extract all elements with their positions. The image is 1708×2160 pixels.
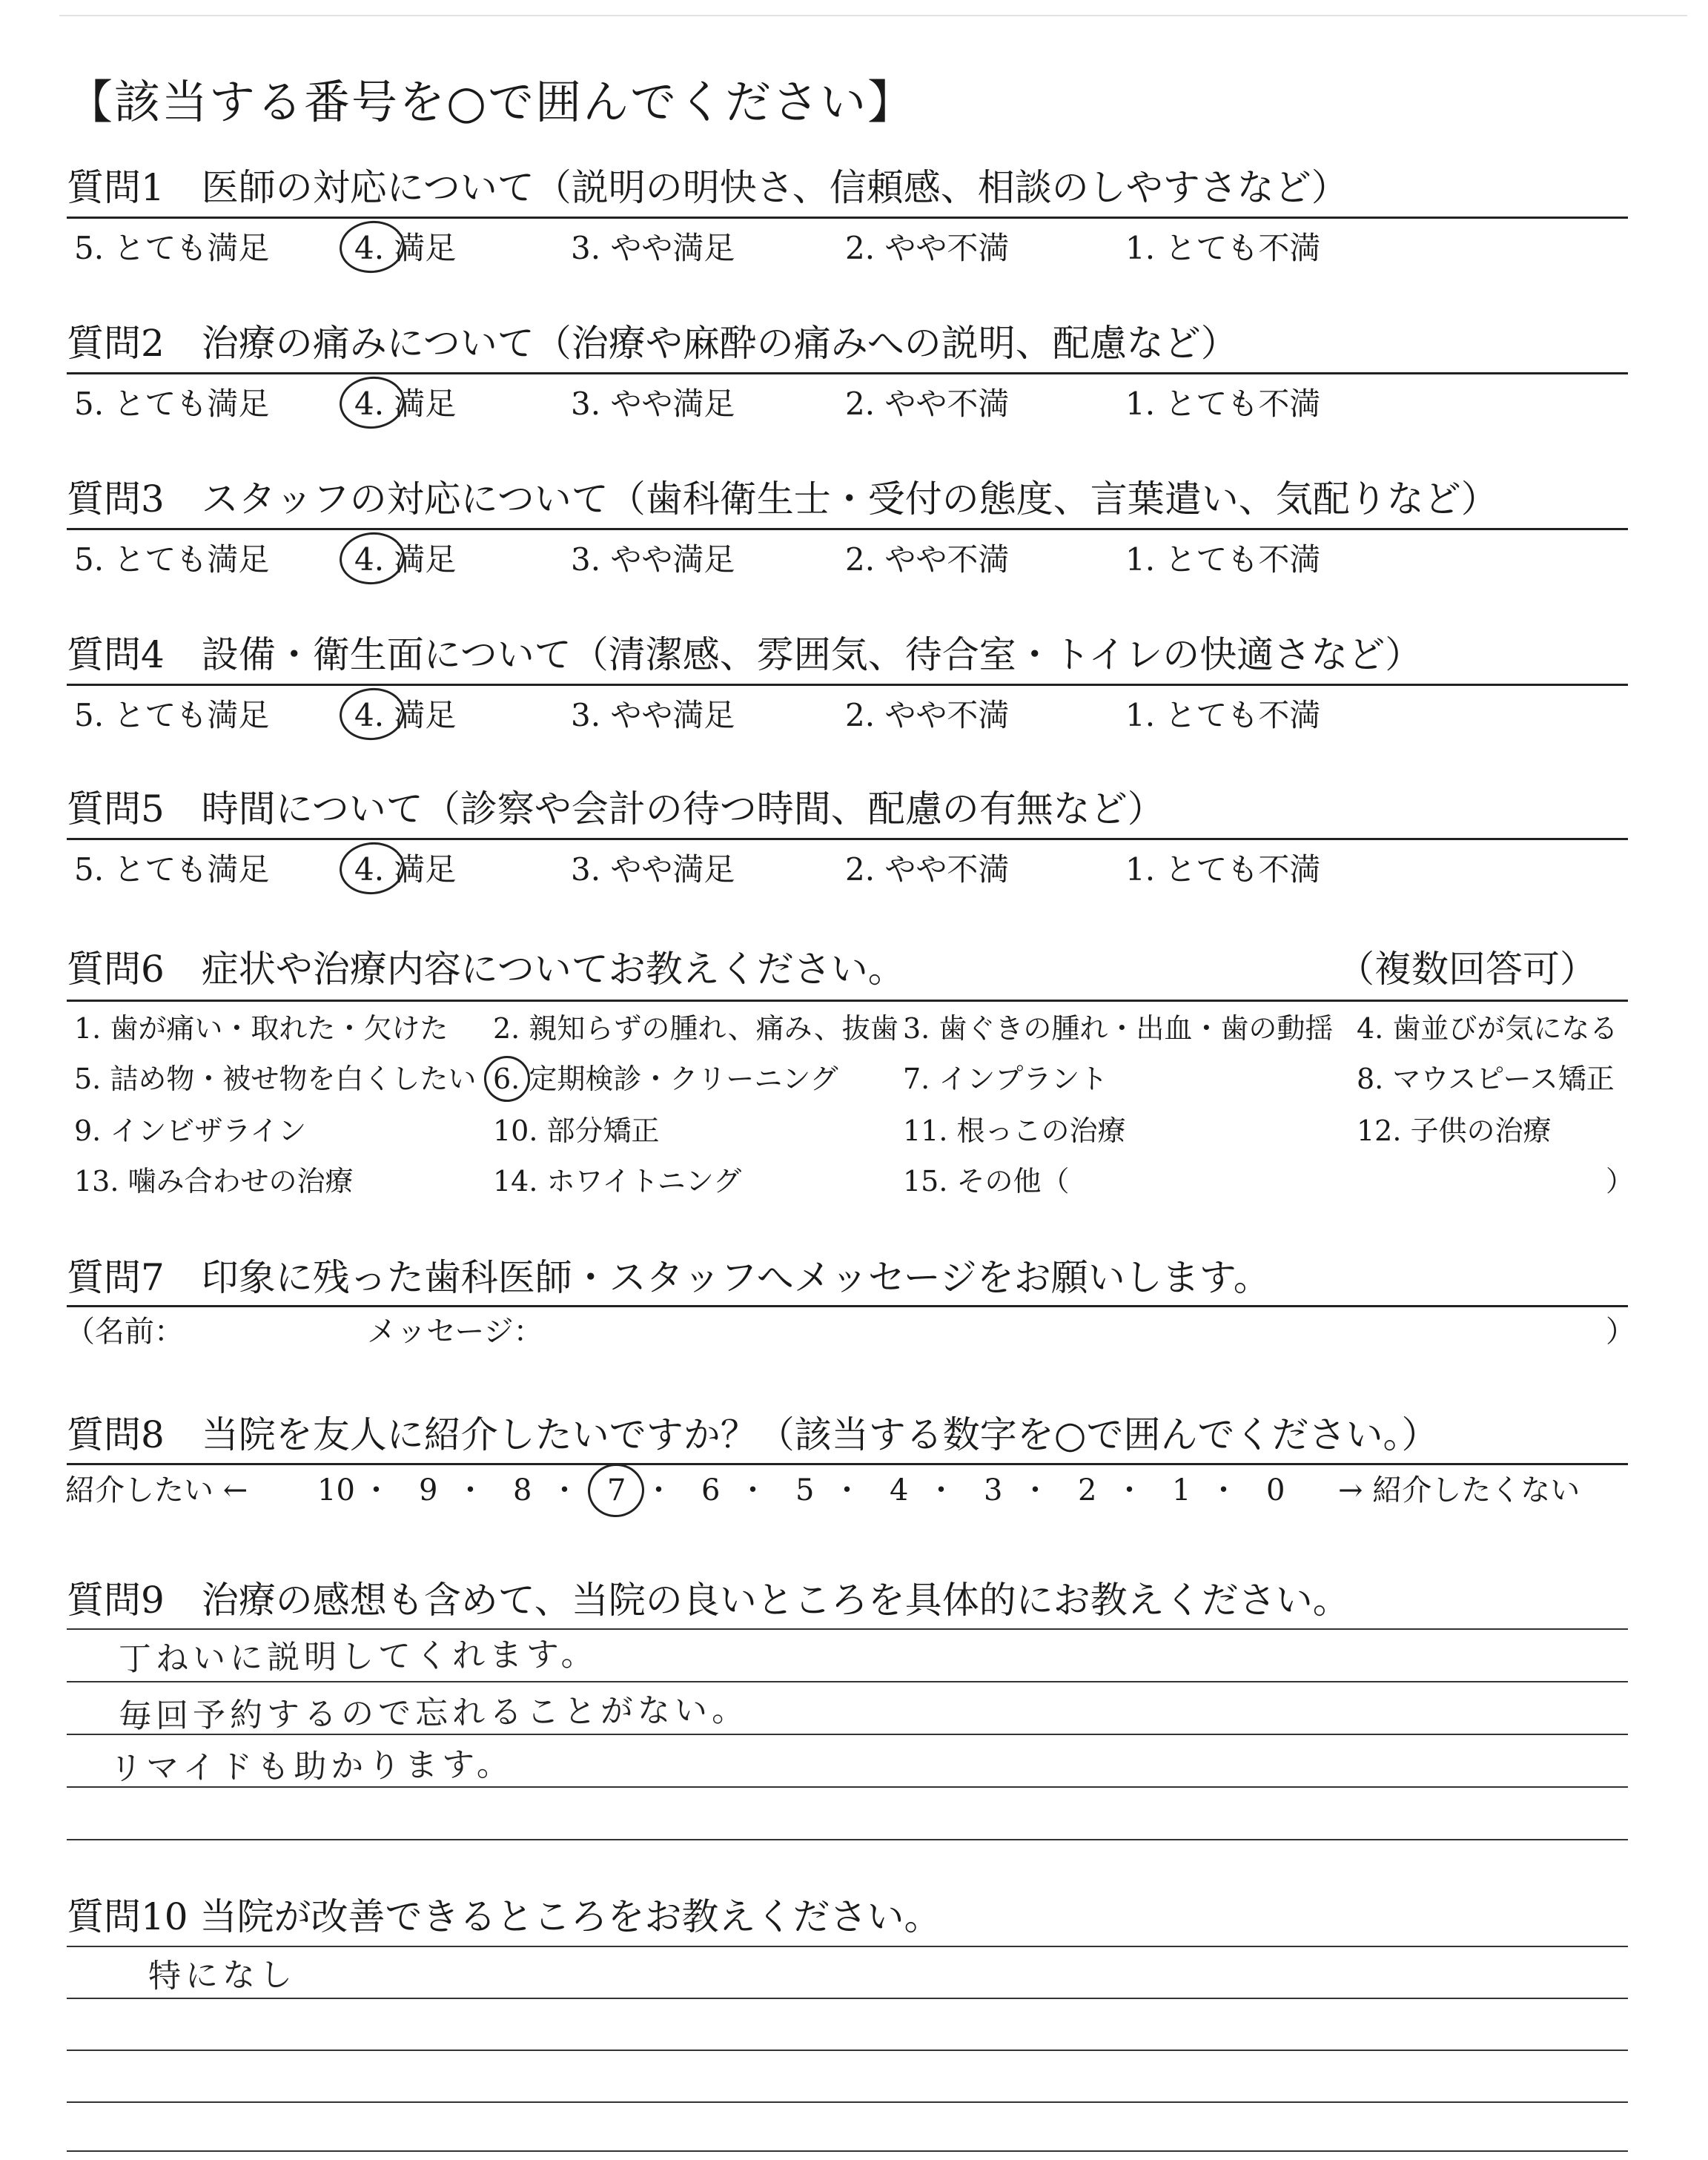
not-recommend-label: → 紹介したくない <box>1338 1473 1580 1507</box>
question-5-option-2[interactable]: 2. やや不満 <box>845 851 1010 888</box>
scale-separator: ・ <box>832 1473 862 1507</box>
question-4-title: 質問4 設備・衛生面について（清潔感、雰囲気、待合室・トイレの快適さなど） <box>67 633 1423 676</box>
scale-separator: ・ <box>455 1473 486 1507</box>
question-5-rule <box>67 838 1628 840</box>
question-3-selection-circle <box>337 529 408 588</box>
question-8-rule <box>67 1463 1628 1465</box>
q6-option-13[interactable]: 13. 噛み合わせの治療 <box>74 1165 354 1198</box>
scale-separator: ・ <box>738 1473 768 1507</box>
top-border <box>59 15 1687 16</box>
scale-5[interactable]: 5 <box>795 1473 815 1507</box>
q6-selection-circle <box>482 1054 532 1104</box>
question-4-option-2[interactable]: 2. やや不満 <box>845 697 1010 733</box>
question-4-option-5[interactable]: 5. とても満足 <box>74 697 270 733</box>
q6-option-6[interactable]: 6. 定期検診・クリーニング <box>493 1063 838 1095</box>
scale-4[interactable]: 4 <box>890 1473 909 1507</box>
question-2-option-4[interactable]: 4. 満足 <box>354 386 457 422</box>
q6-option-8[interactable]: 8. マウスピース矯正 <box>1357 1063 1615 1095</box>
scale-separator: ・ <box>1208 1473 1239 1507</box>
q6-option-3[interactable]: 3. 歯ぐきの腫れ・出血・歯の動揺 <box>903 1012 1334 1045</box>
question-2-option-2[interactable]: 2. やや不満 <box>845 386 1010 422</box>
question-4-selection-circle <box>337 685 408 744</box>
question-3-title: 質問3 スタッフの対応について（歯科衛生士・受付の態度、言葉遣い、気配りなど） <box>67 478 1498 521</box>
q6-option-12[interactable]: 12. 子供の治療 <box>1357 1114 1552 1147</box>
question-4-option-4[interactable]: 4. 満足 <box>354 697 457 733</box>
q8-selection-circle <box>585 1461 646 1520</box>
question-4-rule <box>67 684 1628 686</box>
question-6-rule <box>67 1000 1628 1002</box>
question-2-option-1[interactable]: 1. とても不満 <box>1125 386 1321 422</box>
question-1-rule <box>67 217 1628 219</box>
q9-answer-1: 丁ねいに説明してくれます。 <box>118 1635 598 1679</box>
question-1-selection-circle <box>337 218 408 277</box>
scale-8[interactable]: 8 <box>513 1473 532 1507</box>
question-1-option-4[interactable]: 4. 満足 <box>354 230 457 266</box>
question-7-rule <box>67 1305 1628 1307</box>
question-10-line-3 <box>67 2050 1628 2051</box>
question-1-option-2[interactable]: 2. やや不満 <box>845 230 1010 266</box>
q9-answer-3: リマイドも助かります。 <box>109 1745 514 1788</box>
question-5-option-3[interactable]: 3. やや満足 <box>571 851 735 888</box>
q6-option-11[interactable]: 11. 根っこの治療 <box>903 1114 1126 1147</box>
scale-10[interactable]: 10 <box>317 1473 355 1507</box>
other-close-paren: ） <box>1606 1165 1635 1198</box>
question-2-title: 質問2 治療の痛みについて（治療や麻酔の痛みへの説明、配慮など） <box>67 322 1238 365</box>
question-9-line-2 <box>67 1681 1628 1682</box>
question-5-title: 質問5 時間について（診察や会計の待つ時間、配慮の有無など） <box>67 787 1165 830</box>
question-10-title: 質問10 当院が改善できるところをお教えください。 <box>67 1895 941 1938</box>
q6-option-2[interactable]: 2. 親知らずの腫れ、痛み、抜歯 <box>493 1012 898 1045</box>
scale-3[interactable]: 3 <box>984 1473 1003 1507</box>
scale-separator: ・ <box>1020 1473 1050 1507</box>
form-header: 【該当する番号を○で囲んでください】 <box>67 75 916 129</box>
question-7-title: 質問7 印象に残った歯科医師・スタッフへメッセージをお願いします。 <box>67 1256 1271 1299</box>
question-10-line-4 <box>67 2101 1628 2103</box>
scale-separator: ・ <box>361 1473 391 1507</box>
scale-0[interactable]: 0 <box>1266 1473 1285 1507</box>
question-1-title: 質問1 医師の対応について（説明の明快さ、信頼感、相談のしやすさなど） <box>67 166 1348 209</box>
question-4-option-1[interactable]: 1. とても不満 <box>1125 697 1321 733</box>
question-10-line-5 <box>67 2150 1628 2152</box>
question-9-line-1 <box>67 1628 1628 1630</box>
q6-option-5[interactable]: 5. 詰め物・被せ物を白くしたい <box>74 1063 477 1095</box>
question-9-line-5 <box>67 1839 1628 1840</box>
question-1-option-3[interactable]: 3. やや満足 <box>571 230 735 266</box>
q6-option-4[interactable]: 4. 歯並びが気になる <box>1357 1012 1618 1045</box>
q6-option-1[interactable]: 1. 歯が痛い・取れた・欠けた <box>74 1012 448 1045</box>
q6-option-14[interactable]: 14. ホワイトニング <box>493 1165 742 1198</box>
name-label: （名前： <box>65 1315 184 1349</box>
question-3-rule <box>67 528 1628 530</box>
question-3-option-5[interactable]: 5. とても満足 <box>74 541 270 578</box>
q6-option-7[interactable]: 7. インプラント <box>903 1063 1108 1095</box>
question-3-option-1[interactable]: 1. とても不満 <box>1125 541 1321 578</box>
question-10-line-1 <box>67 1946 1628 1947</box>
q10-answer-1: 特になし <box>148 1955 297 1996</box>
question-8-title: 質問8 当院を友人に紹介したいですか？（該当する数字を○で囲んでください。） <box>67 1413 1439 1456</box>
scale-separator: ・ <box>1114 1473 1145 1507</box>
question-5-option-1[interactable]: 1. とても不満 <box>1125 851 1321 888</box>
scale-9[interactable]: 9 <box>419 1473 438 1507</box>
recommend-label: 紹介したい ← <box>65 1473 248 1507</box>
message-close-paren: ） <box>1606 1315 1635 1349</box>
scale-7[interactable]: 7 <box>607 1473 626 1507</box>
message-label: メッセージ： <box>367 1315 543 1349</box>
question-5-option-4[interactable]: 4. 満足 <box>354 851 457 888</box>
question-2-rule <box>67 372 1628 374</box>
scale-2[interactable]: 2 <box>1078 1473 1097 1507</box>
q6-option-10[interactable]: 10. 部分矯正 <box>493 1114 660 1147</box>
question-1-option-5[interactable]: 5. とても満足 <box>74 230 270 266</box>
scale-6[interactable]: 6 <box>701 1473 721 1507</box>
question-3-option-2[interactable]: 2. やや不満 <box>845 541 1010 578</box>
question-9-title: 質問9 治療の感想も含めて、当院の良いところを具体的にお教えください。 <box>67 1579 1350 1622</box>
question-6-title: 質問6 症状や治療内容についてお教えください。 <box>67 948 905 991</box>
scale-separator: ・ <box>643 1473 674 1507</box>
question-10-line-2 <box>67 1998 1628 1999</box>
question-3-option-4[interactable]: 4. 満足 <box>354 541 457 578</box>
question-1-option-1[interactable]: 1. とても不満 <box>1125 230 1321 266</box>
question-5-option-5[interactable]: 5. とても満足 <box>74 851 270 888</box>
q9-answer-2: 毎回予約するので忘れることがない。 <box>118 1691 749 1736</box>
question-2-option-3[interactable]: 3. やや満足 <box>571 386 735 422</box>
scale-1[interactable]: 1 <box>1172 1473 1191 1507</box>
scale-separator: ・ <box>926 1473 956 1507</box>
question-4-option-3[interactable]: 3. やや満足 <box>571 697 735 733</box>
question-3-option-3[interactable]: 3. やや満足 <box>571 541 735 578</box>
question-2-selection-circle <box>337 374 408 432</box>
q6-option-9[interactable]: 9. インビザライン <box>74 1114 307 1147</box>
question-2-option-5[interactable]: 5. とても満足 <box>74 386 270 422</box>
q6-option-15[interactable]: 15. その他（ <box>903 1165 1070 1198</box>
scale-separator: ・ <box>549 1473 580 1507</box>
question-5-selection-circle <box>337 839 408 898</box>
question-6-note: （複数回答可） <box>1337 948 1597 991</box>
